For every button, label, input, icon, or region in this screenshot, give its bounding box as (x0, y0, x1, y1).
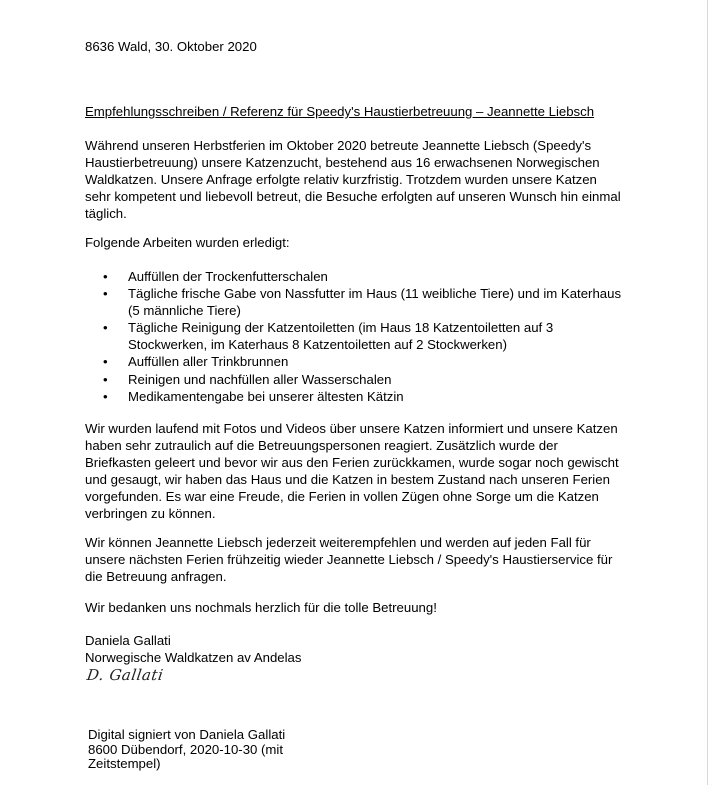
task-item (103, 285, 633, 319)
signer-organization: Norwegische Waldkatzen av Andelas (85, 650, 302, 665)
task-text: Tägliche Reinigung der Katzentoiletten (im Haus 18 Katzentoiletten auf 3 Stockwerken, im Katerhaus 8 Katzentoiletten auf 2 Stockwerken) (128, 320, 554, 353)
signer-name: Daniela Gallati (85, 633, 171, 648)
task-text: Auffüllen der Trockenfutterschalen (128, 269, 328, 284)
digital-signature-stamp: Digital signiert von Daniela Gallati 8600 Dübendorf, 2020-10-30 (mit Zeitstempel) (88, 727, 286, 771)
subject-line: Empfehlungsschreiben / Referenz für Speedy's Haustierbetreuung – Jeannette Liebsch (85, 104, 595, 119)
bullet-icon: • (103, 354, 108, 370)
place-date: 8636 Wald, 30. Oktober 2020 (85, 39, 257, 54)
paragraph-thanks: Wir bedanken uns nochmals herzlich für die tolle Betreuung! (85, 600, 437, 615)
page-edge-line (707, 0, 708, 785)
task-text: Tägliche frische Gabe von Nassfutter im Haus (11 weibliche Tiere) und im Katerhaus (5 männliche Tiere) (128, 286, 622, 319)
task-item (103, 319, 633, 353)
task-item (103, 388, 633, 405)
bullet-icon: • (103, 286, 108, 302)
task-item (103, 268, 633, 285)
paragraph-recommendation: Wir können Jeannette Liebsch jederzeit weiterempfehlen und werden auf jeden Fall für unsere nächsten Ferien frühzeitig wieder Jeannette Liebsch / Speedy's Haustierservice für die Betreuung anfragen. (85, 535, 613, 585)
paragraph-tasks-intro: Folgende Arbeiten wurden erledigt: (85, 235, 290, 250)
task-item (103, 353, 633, 370)
bullet-icon: • (103, 388, 108, 404)
bullet-icon: • (103, 269, 108, 284)
bullet-icon: • (103, 371, 108, 387)
task-list (103, 268, 633, 405)
bullet-icon: • (103, 320, 108, 336)
task-item (103, 371, 633, 388)
handwritten-signature: D. Gallati (85, 666, 165, 684)
task-text: Auffüllen aller Trinkbrunnen (128, 354, 289, 370)
paragraph-updates: Wir wurden laufend mit Fotos und Videos über unsere Katzen informiert und unsere Katzen haben sehr zutraulich auf die Betreuungspersonen reagiert. Zusätzlich wurde der Briefkasten geleert und bevor wir aus den Ferien zurückkamen, wurde sogar noch gewischt und gesaugt, wir haben das Haus und die Katzen in bestem Zustand nach unseren Ferien vorgefunden. Es war eine Freude, die Ferien in vollen Zügen ohne Sorge um die Katzen verbringen zu können. (85, 421, 619, 522)
paragraph-intro: Während unseren Herbstferien im Oktober 2020 betreute Jeannette Liebsch (Speedy's Haustierbetreuung) unsere Katzenzucht, bestehend aus 16 erwachsenen Norwegischen Waldkatzen. Unsere Anfrage erfolgte relativ kurzfristig. Trotzdem wurden unsere Katzen sehr kompetent und liebevoll betreut, die Besuche erfolgten auf unseren Wunsch hin einmal täglich. (85, 138, 621, 222)
task-text: Reinigen und nachfüllen aller Wasserschalen (128, 371, 392, 387)
task-text: Medikamentengabe bei unserer ältesten Kätzin (128, 388, 404, 404)
